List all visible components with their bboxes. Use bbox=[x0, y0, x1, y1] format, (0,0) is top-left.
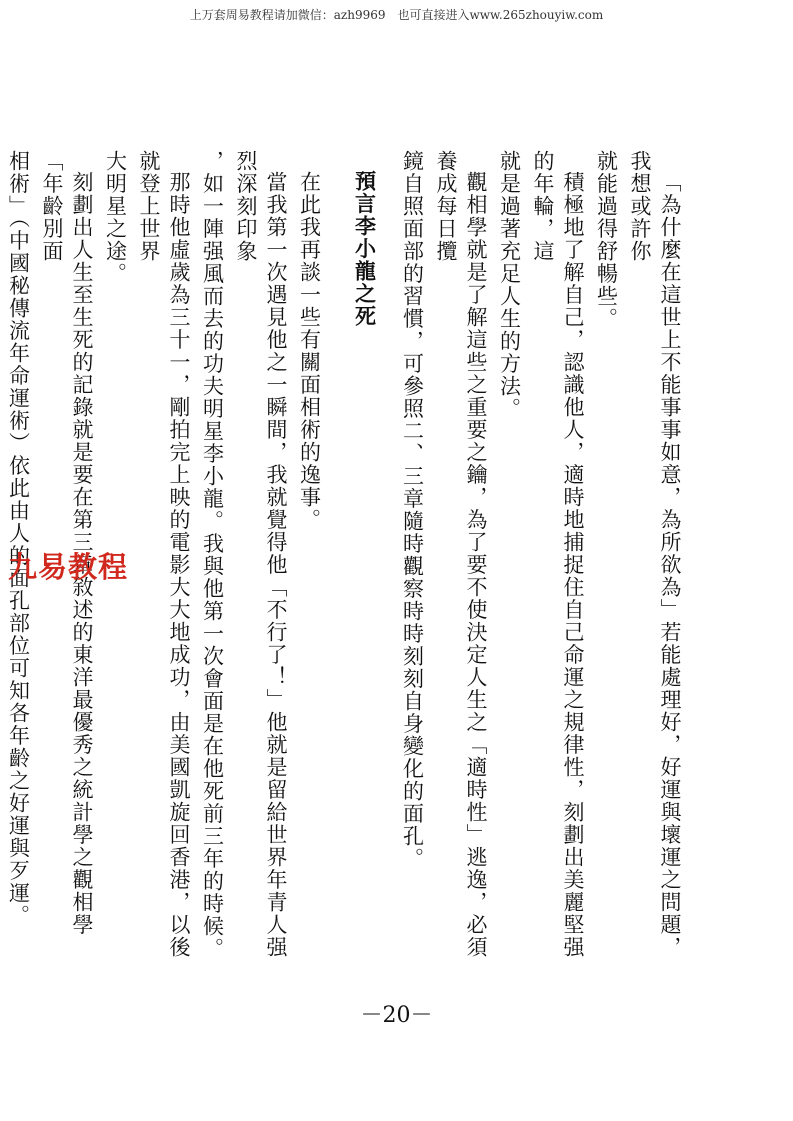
text-column: 鏡自照面部的習慣，可參照二、三章隨時觀察時時刻刻自身變化的面孔。 bbox=[400, 150, 425, 870]
text-column: 「為什麼在這世上不能事事如意，為所欲為」若能處理好，好運與壞運之問題，我想或許你 bbox=[628, 150, 682, 959]
section-title: 預言李小龍之死 bbox=[352, 170, 377, 328]
watermark-logo: 九易教程 bbox=[8, 550, 129, 584]
text-column: ，如一陣强風而去的功夫明星李小龍。我與他第一次會面是在他死前三年的時候。 bbox=[200, 150, 225, 960]
text-column: 那時他虛歲為三十一，剛拍完上映的電影大大地成功，由美國凱旋回香港，以後就登上世界 bbox=[137, 150, 191, 959]
text-column: 刻劃出人生至生死的記錄就是要在第三章敘述的東洋最優秀之統計學之觀相學「年齡別面 bbox=[40, 150, 94, 936]
text-column: 相術」（中國秘傳流年命運術）依此由人的面孔部位可知各年齡之好運與歹運。 bbox=[6, 150, 31, 927]
text-column: 在此我再談一些有關面相術的逸事。 bbox=[297, 171, 322, 531]
text-column: 觀相學就是了解這些之重要之鑰，為了要不使決定人生之「適時性」逃逸，必須養成每日攬 bbox=[434, 150, 488, 959]
text-column: 大明星之途。 bbox=[103, 150, 128, 285]
page-header: 上万套周易教程请加微信：azh9969 也可直接进入www.265zhouyiw.com bbox=[189, 8, 604, 22]
page-number: －20－ bbox=[360, 1003, 433, 1028]
text-column: 就是過著充足人生的方法。 bbox=[497, 150, 522, 420]
text-column: 積極地了解自己，認識他人，適時地捕捉住自己命運之規律性，刻劃出美麗堅强的年輪，這 bbox=[531, 150, 585, 959]
text-column: 就能過得舒暢些。 bbox=[594, 150, 619, 330]
text-column: 當我第一次遇見他之一瞬間，我就覺得他「不行了！」他就是留給世界年青人强烈深刻印象 bbox=[234, 150, 288, 959]
